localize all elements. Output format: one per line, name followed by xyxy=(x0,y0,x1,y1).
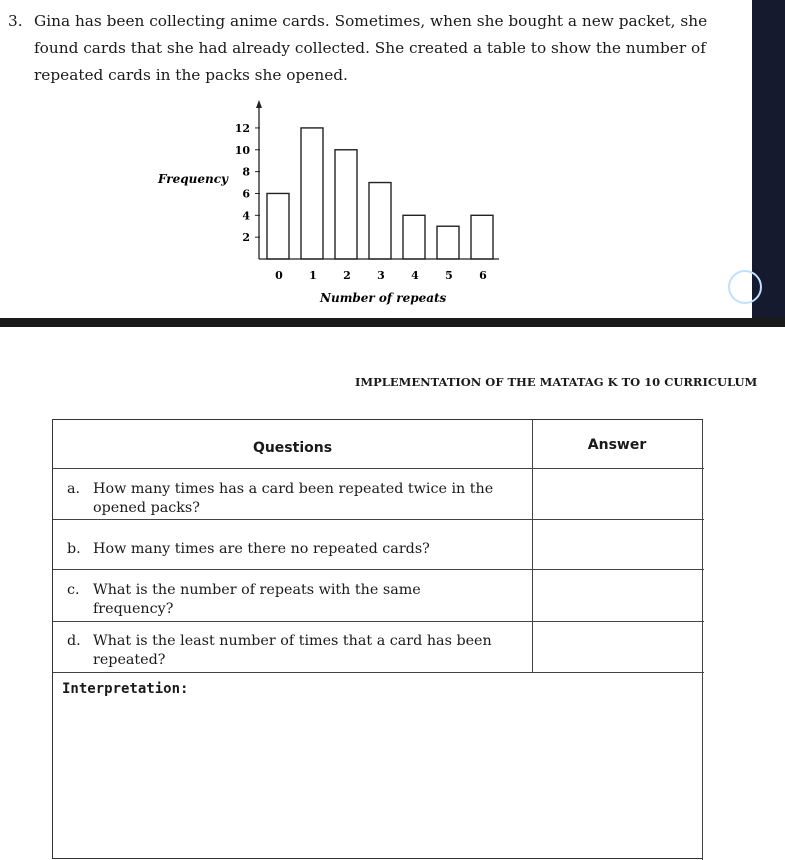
problem-line-1: Gina has been collecting anime cards. Sometimes, when she bought a new packet, she xyxy=(34,12,708,30)
question-row-a xyxy=(53,480,532,519)
y-tick-label: 12 xyxy=(234,121,250,135)
questions-table xyxy=(52,419,703,859)
questions-header: Questions xyxy=(252,440,333,456)
curriculum-heading: IMPLEMENTATION OF THE MATATAG K TO 10 CURRICULUM xyxy=(355,375,758,389)
answer-header: Answer xyxy=(587,437,647,453)
bar-1 xyxy=(301,128,323,259)
bar-5 xyxy=(437,226,459,259)
bar-3 xyxy=(369,183,391,259)
x-tick-label: 1 xyxy=(309,269,317,282)
interpretation-label: Interpretation: xyxy=(62,681,189,697)
x-tick-label: 0 xyxy=(275,269,283,282)
dark-edge xyxy=(752,0,785,318)
circle-button-icon[interactable] xyxy=(728,270,762,304)
answer-cell-a[interactable] xyxy=(533,469,702,519)
bar-6 xyxy=(471,215,493,259)
y-axis-label: Frequency xyxy=(158,172,229,186)
question-letter: b. xyxy=(67,541,81,557)
problem-line-2: found cards that she had already collected. She created a table to show the number of xyxy=(34,39,706,57)
interpretation-area[interactable] xyxy=(53,673,702,860)
question-text: How many times has a card been repeated twice in the opened packs? xyxy=(93,481,494,516)
question-letter: d. xyxy=(67,633,81,649)
x-tick-label: 5 xyxy=(445,269,453,282)
x-tick-label: 6 xyxy=(479,269,487,282)
y-axis-arrow-icon xyxy=(256,100,262,108)
bar-2 xyxy=(335,150,357,259)
right-border xyxy=(702,420,703,860)
y-tick-label: 6 xyxy=(242,187,250,201)
answer-cell-d[interactable] xyxy=(533,622,702,672)
x-tick-label: 4 xyxy=(411,269,419,282)
answer-cell-b[interactable] xyxy=(533,520,702,569)
x-tick-label: 3 xyxy=(377,269,385,282)
bar-0 xyxy=(267,193,289,259)
question-letter: a. xyxy=(67,481,81,497)
y-tick-label: 4 xyxy=(242,209,250,223)
problem-number: 3. xyxy=(8,12,23,30)
x-tick-label: 2 xyxy=(343,269,351,282)
bar-4 xyxy=(403,215,425,259)
y-tick-label: 8 xyxy=(242,165,250,179)
question-letter: c. xyxy=(67,582,80,598)
y-tick-label: 2 xyxy=(242,231,250,245)
answer-cell-c[interactable] xyxy=(533,570,702,621)
frequency-bar-chart xyxy=(150,95,520,310)
y-tick-label: 10 xyxy=(234,143,250,157)
x-axis-label: Number of repeats xyxy=(320,291,447,305)
question-text: What is the number of repeats with the same frequency? xyxy=(93,582,421,617)
question-text: How many times are there no repeated cards? xyxy=(93,541,430,557)
page-separator xyxy=(0,318,785,327)
question-text: What is the least number of times that a card has been repeated? xyxy=(93,633,492,668)
problem-line-3: repeated cards in the packs she opened. xyxy=(34,66,348,84)
